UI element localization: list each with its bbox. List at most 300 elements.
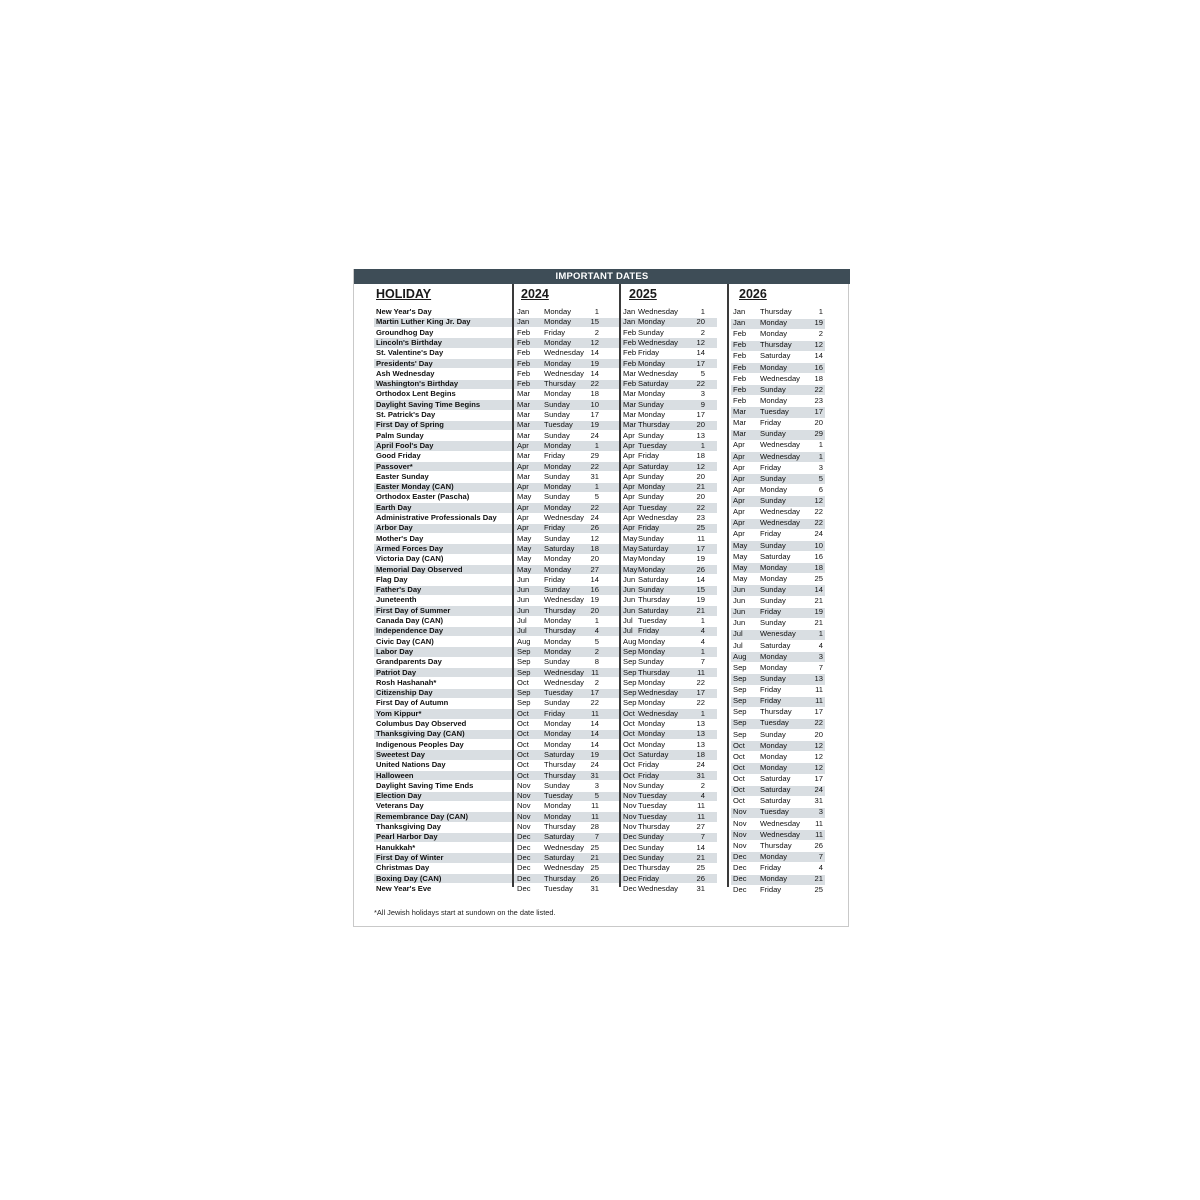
date-row (623, 719, 715, 729)
month-cell: Sep (733, 696, 747, 706)
month-cell: May (517, 554, 532, 564)
month-cell: Mar (517, 471, 531, 481)
date-row (623, 771, 715, 781)
date-row (517, 328, 609, 338)
date-row (517, 492, 609, 502)
date-row (733, 841, 823, 851)
month-cell: Oct (517, 760, 529, 770)
weekday-cell: Saturday (544, 543, 575, 553)
date-row (733, 440, 823, 450)
day-number-cell: 3 (818, 462, 823, 472)
month-cell: Mar (623, 399, 637, 409)
day-number-cell: 18 (814, 373, 823, 383)
date-row (623, 431, 715, 441)
holiday-name: Groundhog Day (376, 327, 434, 337)
weekday-cell: Monday (760, 851, 788, 861)
weekday-cell: Monday (760, 329, 788, 339)
weekday-cell: Sunday (544, 430, 570, 440)
date-row (623, 482, 715, 492)
date-row (517, 760, 609, 770)
weekday-cell: Sunday (760, 429, 786, 439)
date-row (517, 534, 609, 544)
month-cell: Nov (623, 780, 637, 790)
date-row (517, 822, 609, 832)
weekday-cell: Monday (760, 573, 788, 583)
weekday-cell: Tuesday (544, 688, 573, 698)
weekday-cell: Saturday (760, 796, 791, 806)
day-number-cell: 10 (814, 540, 823, 550)
weekday-cell: Friday (638, 873, 660, 883)
day-number-cell: 2 (700, 327, 705, 337)
day-number-cell: 20 (696, 471, 705, 481)
day-number-cell: 2 (818, 329, 823, 339)
date-row (517, 389, 609, 399)
weekday-cell: Monday (544, 317, 572, 327)
holiday-name: Memorial Day Observed (376, 564, 463, 574)
month-cell: Sep (733, 685, 747, 695)
month-cell: Jan (623, 317, 636, 327)
day-number-cell: 17 (814, 707, 823, 717)
date-row (517, 863, 609, 873)
date-row (517, 657, 609, 667)
month-cell: Nov (623, 791, 637, 801)
month-cell: Feb (517, 337, 531, 347)
day-number-cell: 11 (591, 667, 599, 677)
month-cell: Mar (517, 389, 531, 399)
month-cell: Feb (733, 395, 747, 405)
weekday-cell: Saturday (760, 785, 791, 795)
weekday-cell: Wednesday (638, 307, 678, 316)
weekday-cell: Sunday (638, 832, 664, 842)
date-row (733, 596, 823, 606)
day-number-cell: 11 (591, 801, 599, 811)
date-row (517, 554, 609, 564)
weekday-cell: Wednesday (638, 883, 678, 893)
date-row (623, 317, 715, 327)
date-row (623, 853, 715, 863)
date-row (517, 606, 609, 616)
date-row (623, 544, 715, 554)
date-row (517, 420, 609, 430)
date-row (733, 518, 823, 528)
date-row (517, 709, 609, 719)
weekday-cell: Tuesday (638, 440, 667, 450)
weekday-cell: Monday (760, 874, 788, 884)
day-number-cell: 14 (696, 574, 705, 584)
weekday-cell: Monday (544, 801, 572, 811)
weekday-cell: Wednesday (544, 348, 584, 358)
month-cell: Feb (733, 340, 747, 350)
day-number-cell: 20 (814, 729, 823, 739)
month-cell: Oct (517, 708, 529, 718)
month-cell: Feb (517, 348, 531, 358)
month-cell: Jul (733, 640, 743, 650)
footnote: *All Jewish holidays start at sundown on the date listed. (374, 908, 556, 917)
date-row (517, 544, 609, 554)
weekday-cell: Monday (638, 636, 666, 646)
month-cell: Aug (733, 651, 747, 661)
weekday-cell: Sunday (544, 533, 570, 543)
weekday-cell: Thursday (638, 595, 670, 605)
day-number-cell: 20 (696, 420, 705, 430)
day-number-cell: 14 (590, 729, 599, 739)
day-number-cell: 5 (700, 368, 705, 378)
month-cell: Mar (623, 410, 637, 419)
weekday-cell: Tuesday (638, 801, 667, 811)
month-cell: Dec (733, 874, 747, 884)
month-cell: Aug (623, 636, 637, 646)
month-cell: Nov (733, 818, 747, 828)
weekday-cell: Thursday (544, 626, 576, 636)
holiday-name: First Day of Spring (376, 420, 444, 430)
month-cell: Sep (623, 698, 637, 708)
day-number-cell: 18 (696, 749, 705, 759)
weekday-cell: Saturday (638, 605, 669, 615)
day-number-cell: 31 (590, 471, 599, 481)
day-number-cell: 17 (696, 688, 705, 698)
day-number-cell: 10 (590, 399, 599, 409)
date-row (733, 496, 823, 506)
holiday-name: Ash Wednesday (376, 368, 435, 378)
holiday-name: New Year's Eve (376, 883, 432, 893)
date-row (733, 474, 823, 484)
day-number-cell: 11 (591, 708, 599, 718)
weekday-cell: Friday (638, 760, 660, 770)
month-cell: Oct (733, 774, 745, 784)
weekday-cell: Friday (638, 770, 660, 780)
day-number-cell: 21 (696, 852, 705, 862)
month-cell: Dec (517, 883, 531, 893)
weekday-cell: Saturday (638, 543, 669, 553)
month-cell: Dec (623, 852, 637, 862)
month-cell: Mar (623, 420, 637, 430)
month-cell: Jun (733, 596, 746, 606)
date-row (517, 317, 609, 327)
date-row (733, 718, 823, 728)
month-cell: May (733, 562, 748, 572)
day-number-cell: 22 (696, 698, 705, 708)
day-number-cell: 22 (696, 502, 705, 512)
holiday-name: Labor Day (376, 646, 414, 656)
day-number-cell: 4 (700, 791, 705, 801)
date-row (623, 740, 715, 750)
holiday-name: Father's Day (376, 585, 422, 595)
date-row (623, 585, 715, 595)
holiday-name: Hanukkah* (376, 842, 416, 852)
month-cell: Feb (733, 384, 747, 394)
month-cell: Dec (517, 873, 531, 883)
day-number-cell: 23 (814, 395, 823, 405)
month-cell: Mar (733, 407, 747, 417)
date-row (517, 379, 609, 389)
banner-title: IMPORTANT DATES (354, 269, 850, 284)
day-number-cell: 13 (696, 430, 705, 440)
date-row (733, 707, 823, 717)
holiday-name: Veterans Day (376, 801, 424, 811)
holiday-name: Palm Sunday (376, 430, 424, 440)
month-cell: Jun (733, 585, 746, 594)
date-row (517, 647, 609, 657)
day-number-cell: 22 (590, 698, 599, 708)
day-number-cell: 3 (594, 780, 599, 790)
day-number-cell: 17 (590, 410, 599, 419)
month-cell: Nov (517, 822, 531, 831)
month-cell: May (517, 564, 532, 574)
weekday-cell: Sunday (544, 698, 570, 708)
date-row (517, 482, 609, 492)
day-number-cell: 11 (815, 685, 823, 695)
weekday-cell: Sunday (760, 585, 786, 594)
holiday-name: First Day of Summer (376, 605, 451, 615)
date-row (733, 429, 823, 439)
date-row (517, 750, 609, 760)
month-cell: Oct (517, 677, 529, 687)
day-number-cell: 29 (590, 451, 599, 461)
date-row (623, 359, 715, 369)
month-cell: May (733, 540, 748, 550)
month-cell: Dec (623, 863, 637, 873)
weekday-cell: Sunday (638, 471, 664, 481)
month-cell: Feb (517, 379, 531, 389)
date-row (733, 363, 823, 373)
holiday-name: Daylight Saving Time Begins (376, 399, 481, 409)
month-cell: Oct (623, 719, 635, 728)
day-number-cell: 13 (696, 739, 705, 749)
day-number-cell: 1 (700, 708, 705, 718)
date-row (517, 523, 609, 533)
day-number-cell: 24 (814, 785, 823, 795)
holiday-name: First Day of Winter (376, 852, 444, 862)
weekday-cell: Wednesday (544, 842, 584, 852)
day-number-cell: 25 (814, 885, 823, 895)
day-number-cell: 11 (815, 696, 823, 706)
month-cell: Sep (733, 673, 747, 683)
month-cell: Apr (733, 451, 745, 461)
day-number-cell: 18 (696, 451, 705, 461)
date-row (517, 812, 609, 822)
day-number-cell: 14 (590, 368, 599, 378)
date-row (733, 407, 823, 417)
day-number-cell: 1 (700, 440, 705, 450)
day-number-cell: 21 (590, 852, 599, 862)
weekday-cell: Monday (760, 662, 788, 672)
day-number-cell: 21 (696, 482, 705, 492)
date-row (623, 441, 715, 451)
date-row (623, 709, 715, 719)
date-row (733, 485, 823, 495)
day-number-cell: 20 (814, 418, 823, 428)
month-cell: Oct (517, 770, 529, 780)
day-number-cell: 6 (818, 484, 823, 494)
date-row (623, 595, 715, 605)
weekday-cell: Friday (760, 462, 782, 472)
weekday-cell: Thursday (638, 420, 670, 430)
month-cell: Oct (733, 796, 745, 806)
date-row (517, 441, 609, 451)
weekday-cell: Friday (760, 696, 782, 706)
month-cell: Jun (623, 595, 636, 605)
day-number-cell: 31 (814, 796, 823, 806)
date-row (733, 763, 823, 773)
month-cell: Oct (623, 708, 635, 718)
weekday-cell: Friday (638, 451, 660, 461)
holiday-name: United Nations Day (376, 760, 446, 770)
date-row (623, 832, 715, 842)
holiday-name: Earth Day (376, 502, 412, 512)
day-number-cell: 7 (700, 657, 705, 667)
month-cell: May (623, 533, 638, 543)
weekday-cell: Wednesday (760, 829, 800, 839)
holiday-name: Remembrance Day (CAN) (376, 811, 468, 821)
weekday-cell: Friday (760, 529, 782, 539)
month-cell: Mar (733, 418, 747, 428)
date-row (517, 698, 609, 708)
month-cell: Aug (517, 636, 531, 646)
day-number-cell: 7 (594, 832, 599, 842)
day-number-cell: 18 (590, 543, 599, 553)
date-row (623, 822, 715, 832)
day-number-cell: 24 (590, 760, 599, 770)
month-cell: Feb (733, 373, 747, 383)
day-number-cell: 2 (594, 327, 599, 337)
day-number-cell: 12 (590, 533, 599, 543)
weekday-cell: Wednesday (544, 595, 584, 605)
date-row (517, 503, 609, 513)
holiday-name: Pearl Harbor Day (376, 832, 438, 842)
date-row (733, 674, 823, 684)
date-row (623, 760, 715, 770)
day-number-cell: 25 (590, 842, 599, 852)
weekday-cell: Friday (638, 626, 660, 636)
month-cell: Nov (733, 840, 747, 850)
month-cell: Feb (517, 368, 531, 378)
month-cell: Apr (733, 462, 745, 472)
day-number-cell: 29 (814, 429, 823, 439)
day-number-cell: 4 (818, 863, 823, 872)
date-row (733, 774, 823, 784)
weekday-cell: Monday (638, 564, 666, 574)
day-number-cell: 24 (814, 529, 823, 539)
date-row (733, 663, 823, 673)
month-cell: Jul (623, 616, 633, 625)
day-number-cell: 27 (696, 822, 705, 831)
month-cell: Jun (623, 574, 636, 584)
date-row (517, 719, 609, 729)
holiday-name: St. Patrick's Day (376, 410, 436, 419)
month-cell: Apr (733, 484, 745, 494)
day-number-cell: 21 (696, 605, 705, 615)
day-number-cell: 18 (590, 389, 599, 399)
weekday-cell: Monday (760, 318, 788, 328)
day-number-cell: 22 (696, 379, 705, 389)
date-row (517, 626, 609, 636)
holiday-name: Columbus Day Observed (376, 719, 467, 728)
day-number-cell: 1 (700, 646, 705, 656)
holiday-name: Independence Day (376, 626, 444, 636)
month-cell: Apr (733, 473, 745, 483)
date-row (517, 585, 609, 595)
day-number-cell: 31 (590, 770, 599, 780)
day-number-cell: 17 (696, 358, 705, 368)
weekday-cell: Tuesday (638, 616, 667, 625)
day-number-cell: 19 (696, 595, 705, 605)
weekday-cell: Friday (544, 708, 566, 718)
day-number-cell: 14 (814, 351, 823, 361)
weekday-cell: Sunday (544, 585, 570, 595)
date-row (517, 843, 609, 853)
date-row (733, 685, 823, 695)
weekday-cell: Monday (638, 729, 666, 739)
day-number-cell: 22 (696, 677, 705, 687)
day-number-cell: 17 (696, 410, 705, 419)
date-row (623, 389, 715, 399)
holiday-name: New Year's Day (376, 307, 432, 316)
date-row (517, 678, 609, 688)
month-cell: Sep (517, 688, 531, 698)
day-number-cell: 12 (814, 496, 823, 506)
month-cell: Sep (623, 677, 637, 687)
holiday-name: Yom Kippur* (376, 708, 422, 718)
weekday-cell: Monday (544, 636, 572, 646)
month-cell: Mar (733, 429, 747, 439)
weekday-cell: Monday (760, 562, 788, 572)
weekday-cell: Thursday (760, 840, 792, 850)
day-number-cell: 16 (590, 585, 599, 595)
weekday-cell: Friday (638, 348, 660, 358)
month-cell: Jan (733, 307, 746, 316)
month-cell: Oct (623, 760, 635, 770)
date-row (733, 563, 823, 573)
date-row (733, 385, 823, 395)
date-row (623, 503, 715, 513)
month-cell: Feb (733, 351, 747, 361)
date-row (517, 884, 609, 894)
weekday-cell: Friday (544, 451, 566, 461)
day-number-cell: 22 (814, 518, 823, 528)
weekday-cell: Sunday (638, 842, 664, 852)
weekday-cell: Monday (638, 739, 666, 749)
month-cell: Sep (733, 662, 747, 672)
header-holiday: HOLIDAY (376, 287, 432, 301)
month-cell: Sep (517, 698, 531, 708)
day-number-cell: 7 (818, 851, 823, 861)
month-cell: May (623, 564, 638, 574)
day-number-cell: 11 (591, 811, 599, 821)
month-cell: Apr (623, 502, 635, 512)
weekday-cell: Wednesday (760, 507, 800, 517)
date-row (623, 791, 715, 801)
day-number-cell: 19 (590, 420, 599, 430)
weekday-cell: Saturday (638, 749, 669, 759)
month-cell: Apr (733, 440, 745, 450)
month-cell: Feb (623, 379, 637, 389)
day-number-cell: 24 (590, 513, 599, 522)
day-number-cell: 1 (594, 307, 599, 316)
month-cell: Oct (733, 740, 745, 750)
day-number-cell: 22 (590, 461, 599, 471)
date-row (517, 431, 609, 441)
weekday-cell: Monday (544, 358, 572, 368)
day-number-cell: 3 (818, 651, 823, 661)
day-number-cell: 26 (590, 873, 599, 883)
weekday-cell: Tuesday (638, 811, 667, 821)
weekday-cell: Sunday (638, 657, 664, 667)
weekday-cell: Wednesday (638, 368, 678, 378)
date-row (623, 781, 715, 791)
date-row (517, 791, 609, 801)
day-number-cell: 7 (818, 662, 823, 672)
date-row (517, 338, 609, 348)
